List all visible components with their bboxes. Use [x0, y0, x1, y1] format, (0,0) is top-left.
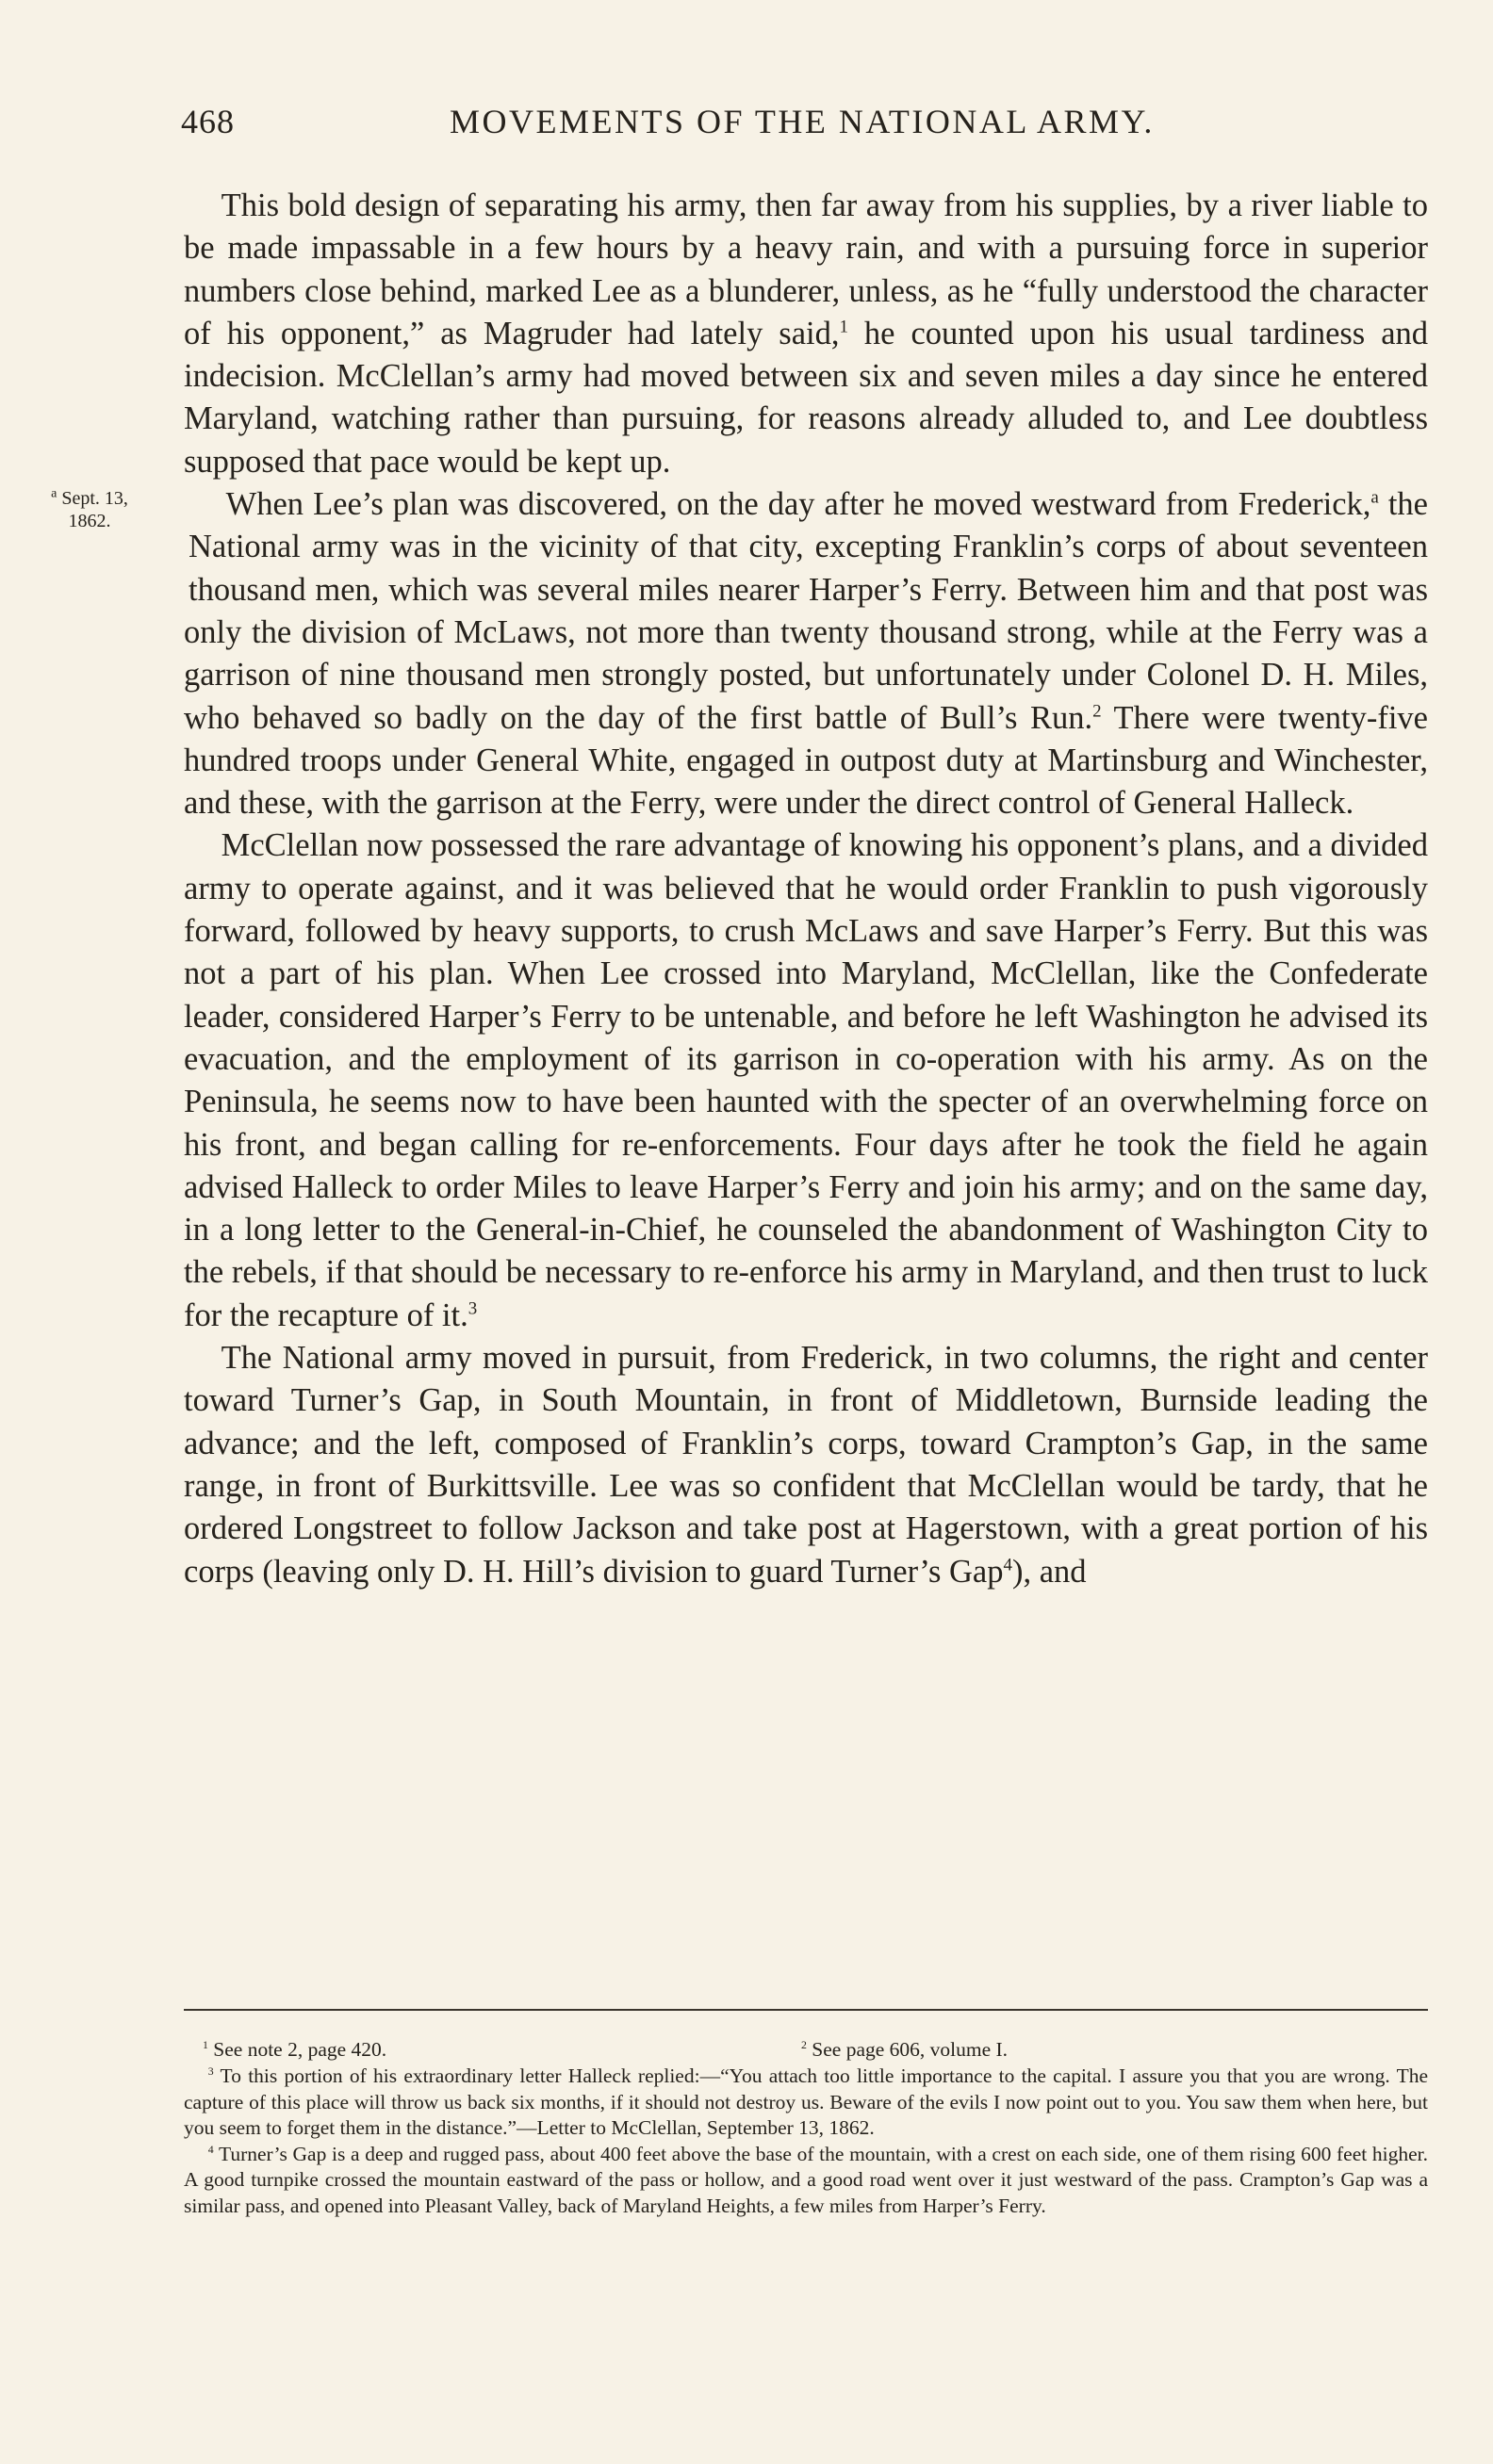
margin-note-marker: a [1370, 487, 1379, 508]
running-title: MOVEMENTS OF THE NATIONAL ARMY. [450, 103, 1155, 140]
footnote-1-text: See note 2, page 420. [207, 2038, 387, 2061]
footnote-4-text: Turner’s Gap is a deep and rugged pass, about 400 feet above the base of the mountain, with a crest on each side, one of them rising 600 feet higher. A good turnpike crossed the mountain eastward of the pass or hollow, and a good road went over it just westward of the pass. Crampton’s Gap was a similar pass, and opened into Pleasant Valley, back of Maryland Heights, a few miles from Harper’s Ferry. [184, 2142, 1428, 2217]
margin-note-year: 1862. [68, 511, 111, 532]
footnote-2 [801, 2037, 1008, 2064]
paragraph-1 [184, 185, 1428, 483]
footnote-1 [203, 2037, 386, 2064]
paragraph-3-text: McClellan now possessed the rare advantage of knowing his opponent’s plans, and a divided army to operate against, and it was believed that he would order Franklin to push vigorously forward, followed by heavy supports, to crush McLaws and save Harper’s Ferry. But this was not a part of his plan. When Lee crossed into Maryland, McClellan, like the Confederate leader, considered Harper’s Ferry to be untenable, and before he left Washington he advised its evacuation, and the employment of its garrison in co-operation with his army. As on the Peninsula, he seems now to have been haunted with the specter of an overwhelming force on his front, and began calling for re-enforcements. Four days after he took the field he again advised Halleck to order Miles to leave Harper’s Ferry and join his army; and on the same day, in a long letter to the General-in-Chief, he counseled the abandonment of Washington City to the rebels, if that should be necessary to re-enforce his army in Maryland, and then trust to luck for the recapture of it. [184, 827, 1428, 1333]
margin-note [0, 487, 179, 572]
footnote-4-number: 4 [207, 2142, 214, 2156]
footnote-divider [184, 2009, 1428, 2011]
paragraph-2 [51, 483, 1428, 824]
footnotes [184, 2037, 1428, 2219]
paragraph-4 [184, 1337, 1428, 1593]
paragraph-2-rest: the National army was in the vicinity of that city, excepting Franklin’s corps of about seventeen thousand men, which was several miles nearer Harper’s Ferry. Between him and that post was only the division of McLaws, not more than twenty thousand strong, while at the Ferry was a garrison of nine thousand men strongly posted, but unfortunately under Colonel D. H. Miles, who behaved so badly on the day of the first battle of Bull’s Run. [184, 486, 1428, 736]
page-header [181, 102, 1435, 139]
paragraph-4-text: The National army moved in pursuit, from Frederick, in two columns, the right and center toward Turner’s Gap, in South Mountain, in front of Middletown, Burnside leading the advance; and the left, composed of Franklin’s corps, toward Crampton’s Gap, in the same range, in front of Burkittsville. Lee was so confident that McClellan would be tardy, that he ordered Longstreet to follow Jackson and take post at Hagerstown, with a great portion of his corps (leaving only D. H. Hill’s division to guard Turner’s Gap [184, 1340, 1428, 1590]
paragraph-1-rest: he counted upon his usual tardiness and indecision. McClellan’s army had moved between six and seven miles a day since he entered Maryland, watching rather than pursuing, for reasons already alluded to, and Lee doubtless supposed that pace would be kept up. [184, 315, 1429, 480]
margin-note-date: Sept. 13, [61, 488, 128, 510]
paragraph-2-start: When Lee’s plan was discovered, on the day after he moved westward from Frederick, [225, 486, 1371, 523]
paragraph-1-text: This bold design of separating his army, then far away from his supplies, by a river liable to be made impassable in a few hours by a heavy rain, and with a pursuing force in superior numbers close behind, marked Lee as a blunderer, unless, as he “fully understood the character of his opponent,” as Magruder had lately said, [184, 188, 1428, 351]
footnote-ref-3: 3 [468, 1298, 478, 1319]
footnote-3-text: To this portion of his extraordinary letter Halleck replied:—“You attach too little importance to the capital. I assure you that you are wrong. The capture of this place will throw us back six months, if it should not destroy us. Beware of the evils I now point out to you. You saw them when here, but you seem to forget them in the distance.”—Letter to McClellan, September 13, 1862. [184, 2064, 1428, 2139]
margin-note-mark: a [51, 486, 57, 501]
footnote-2-text: See page 606, volume I. [806, 2038, 1009, 2061]
main-text [51, 185, 1429, 1593]
footnote-ref-1: 1 [839, 317, 848, 337]
footnote-ref-4: 4 [1003, 1555, 1012, 1575]
footnote-2-number: 2 [801, 2037, 807, 2051]
paragraph-3 [184, 824, 1428, 1337]
footnote-3-number: 3 [207, 2064, 214, 2078]
footnote-3 [184, 2064, 1428, 2142]
paragraph-4-end: ), and [1011, 1553, 1087, 1590]
footnote-row [184, 2037, 1428, 2064]
footnote-1-number: 1 [203, 2037, 208, 2051]
footnote-ref-2: 2 [1092, 701, 1102, 722]
page-number: 468 [181, 103, 235, 140]
paragraph-2-end: There were twenty-five hundred troops under General White, engaged in outpost duty at Martinsburg and Winchester, and these, with the garrison at the Ferry, were under the direct control of General Halleck. [184, 699, 1428, 822]
footnote-4 [184, 2142, 1428, 2220]
